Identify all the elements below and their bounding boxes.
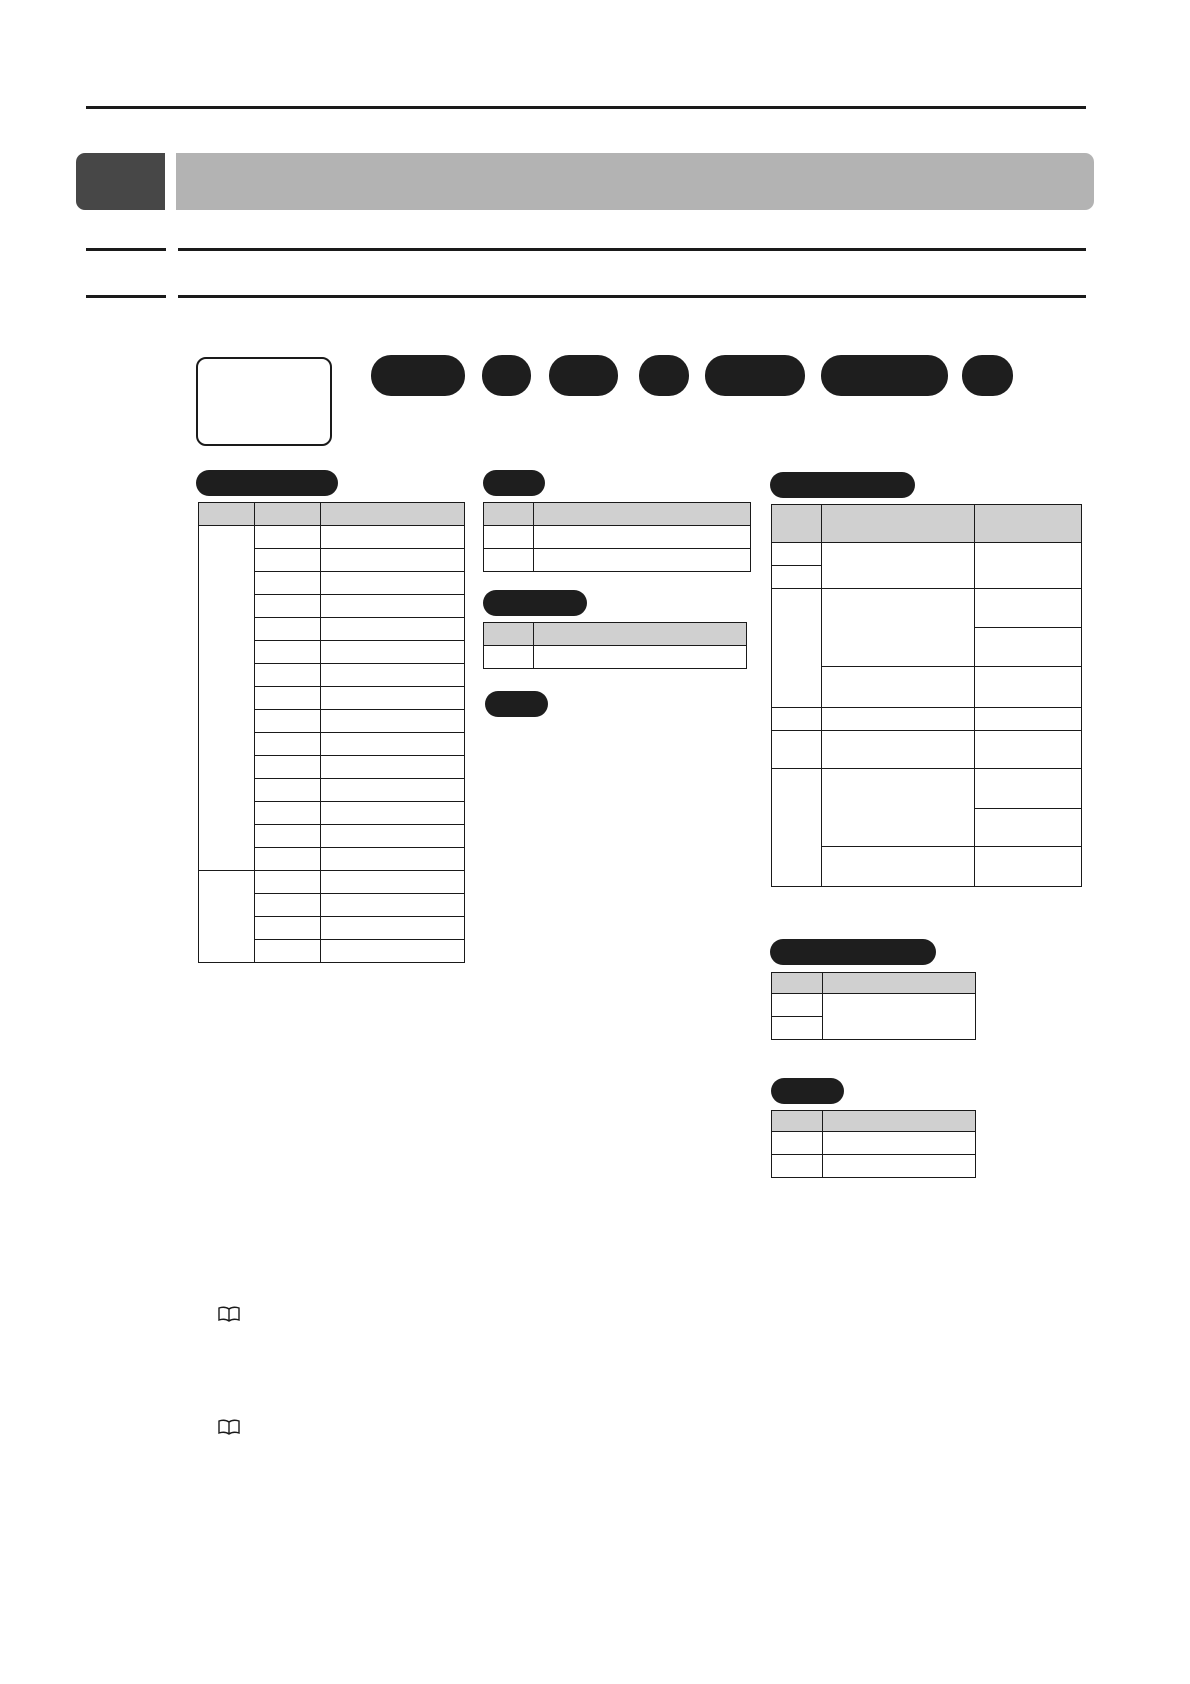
book-reference-icon — [217, 1305, 241, 1323]
table-label-middle-bottom — [485, 691, 548, 717]
table-label-right-bottom — [771, 1078, 844, 1104]
model-code-segment-4 — [639, 355, 689, 396]
chapter-number-box — [76, 153, 165, 210]
model-code-segment-5 — [705, 355, 805, 396]
table-label-right-top — [770, 472, 915, 498]
table-label-right-mid — [770, 939, 936, 965]
spec-table-middle-mid — [483, 622, 747, 669]
table-label-left — [196, 470, 338, 496]
chapter-title-bar — [176, 153, 1094, 210]
table-label-middle-top — [483, 470, 545, 496]
spec-table-right-mid — [771, 972, 976, 1040]
spec-table-middle-top — [483, 502, 751, 572]
section-rule-left — [86, 248, 166, 251]
book-reference-icon — [217, 1418, 241, 1436]
model-code-segment-1 — [371, 355, 465, 396]
subsection-rule — [178, 295, 1086, 298]
spec-table-right-top — [771, 504, 1082, 887]
model-code-segment-3 — [549, 355, 618, 396]
model-code-box — [196, 357, 332, 446]
subsection-rule-left — [86, 295, 166, 298]
spec-table-right-bottom — [771, 1110, 976, 1178]
model-code-segment-7 — [962, 355, 1013, 396]
table-label-middle-mid — [483, 590, 587, 616]
model-code-segment-6 — [821, 355, 948, 396]
header-rule — [86, 106, 1086, 109]
section-rule — [178, 248, 1086, 251]
model-code-segment-2 — [482, 355, 531, 396]
spec-table-left — [198, 502, 465, 963]
